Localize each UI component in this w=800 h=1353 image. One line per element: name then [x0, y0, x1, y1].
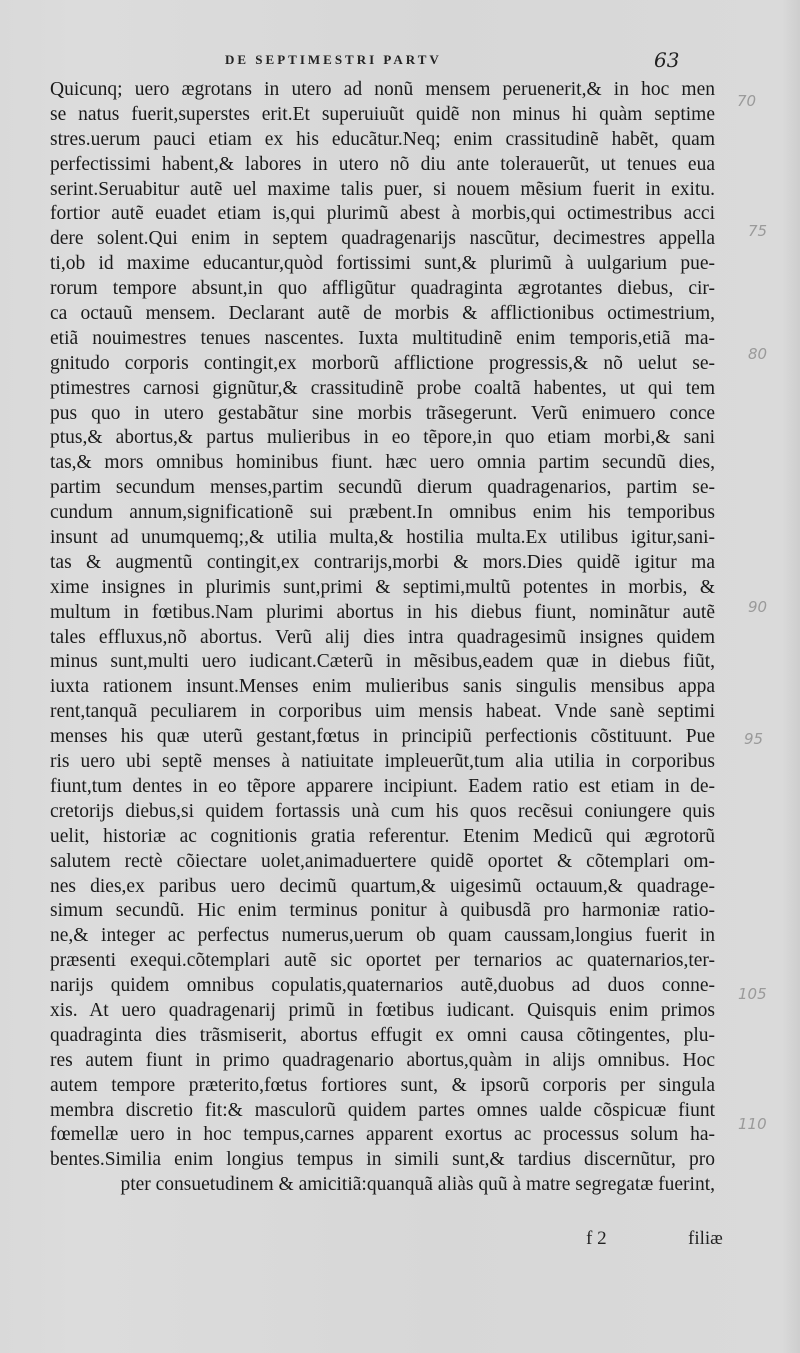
- body-text: [50, 78, 715, 1198]
- text-line: dere solent.Qui enim in septem quadragenarijs nascũtur, decimestres appella: [50, 228, 715, 250]
- text-line: gnitudo corporis contingit,ex morborũ afflictione progressis,& nõ uelut se-: [50, 352, 715, 374]
- text-line: serint.Seruabitur autẽ uel maxime talis puer, si nouem mẽsium fuerit in exitu.: [50, 178, 715, 200]
- text-line: quadraginta dies trãsmiserit, abortus effugit ex omni causa cõtingentes, plu-: [50, 1024, 715, 1046]
- text-line: fœmellæ uero in hoc tempus,carnes apparent exortus ac processus solum ha-: [50, 1124, 715, 1146]
- text-line: cundum annum,significationẽ sui præbent.In omnibus enim his temporibus: [50, 502, 715, 524]
- text-line: Quicunq; uero ægrotans in utero ad nonũ mensem peruenerit,& in hoc men: [50, 79, 715, 100]
- text-line: tales effluxus,nõ abortus. Verũ alij dies intra quadragesimũ insignes quidem: [50, 626, 715, 648]
- text-line: uelit, historiæ ac cognitionis gratia referentur. Etenim Medicũ qui ægrotorũ: [50, 825, 715, 847]
- page-header: [0, 48, 800, 78]
- page-footer: [0, 1228, 800, 1258]
- text-line: se natus fuerit,superstes erit.Et superuiuũt quidẽ non minus hi quàm septime: [50, 103, 715, 125]
- margin-note: 75: [748, 222, 768, 240]
- text-line: narijs quidem omnibus copulatis,quaternarios autẽ,duobus ad duos conne-: [50, 975, 715, 997]
- text-line: perfectissimi habent,& labores in utero nõ diu ante tolerauerũt, ut tenues eua: [50, 153, 715, 175]
- text-line: tas,& mors omnibus hominibus fiunt. hæc uero omnia partim secundũ dies,: [50, 452, 715, 474]
- text-line: ris uero ubi septẽ menses à natiuitate impleuerũt,tum alia utilia in corporibus: [50, 751, 715, 773]
- text-line: ca octauũ mensem. Declarant autẽ de morbis & afflictionibus octimestrium,: [50, 303, 715, 325]
- text-line: insunt ad unumquemq;,& utilia multa,& hostilia multa.Ex utilibus igitur,sani-: [50, 527, 715, 549]
- text-line: stres.uerum pauci etiam ex his educãtur.Neq; enim crassitudinẽ habẽt, quam: [50, 128, 715, 150]
- text-line: xime insignes in plurimis sunt,primi & septimi,multũ potentes in morbis, &: [50, 576, 715, 598]
- text-line: multum in fœtibus.Nam plurimi abortus in his diebus fiunt, nominãtur autẽ: [50, 601, 715, 623]
- text-line: ptimestres carnosi gignũtur,& crassitudinẽ probe coaltã habentes, ut qui tem: [50, 377, 715, 399]
- text-line: cretorijs diebus,si quidem fortassis unà cum his quos recẽsui coniungere quis: [50, 800, 715, 822]
- text-line: ptus,& abortus,& partus mulieribus in eo tẽpore,in quo etiam morbi,& sani: [50, 427, 715, 449]
- text-line: xis. At uero quadragenarij primũ in fœtibus iudicant. Quisquis enim primos: [50, 999, 715, 1021]
- text-line: bentes.Similia enim longius tempus in simili sunt,& tardius discernũtur, pro: [50, 1149, 715, 1171]
- page-number: 63: [654, 48, 680, 72]
- text-line: res autem fiunt in primo quadragenario abortus,quàm in alijs omnibus. Hoc: [50, 1049, 715, 1071]
- text-line: simum secundũ. Hic enim terminus ponitur à quibusdã pro harmoniæ ratio-: [50, 900, 715, 922]
- text-line: tas & augmentũ contingit,ex contrarijs,morbi & mors.Dies quidẽ igitur ma: [50, 551, 715, 573]
- text-line: minus sunt,multi uero iudicant.Cæterũ in mẽsibus,eadem quæ in diebus fiũt,: [50, 651, 715, 673]
- text-line: partim secundum menses,partim secundũ dierum quadragenarios, partim se-: [50, 477, 715, 499]
- text-line: menses his quæ uterũ gestant,fœtus in principiũ perfectionis cõstituunt. Pue: [50, 726, 715, 748]
- text-line: rorum tempore absunt,in quo affligũtur quadraginta ægrotantes diebus, cir-: [50, 278, 715, 300]
- text-line: ne,& integer ac perfectus numerus,uerum ob quam caussam,longius fuerit in: [50, 925, 715, 947]
- margin-note: 70: [737, 92, 757, 110]
- text-line: etiã nouimestres tenues nascentes. Iuxta multitudinẽ enim temporis,etiã ma-: [50, 327, 715, 349]
- text-line: autem tempore præterito,fœtus fortiores sunt, & ipsorũ corporis per singula: [50, 1074, 715, 1096]
- page-edge-shadow: [782, 0, 800, 1353]
- text-line: fortior autẽ euadet etiam is,qui plurimũ abest à morbis,qui octimestribus acci: [50, 203, 715, 225]
- text-line: pus quo in utero gestabãtur sine morbis trãsegerunt. Verũ enimuero conce: [50, 402, 715, 424]
- text-line: pter consuetudinem & amicitiã:quanquã aliàs quũ à matre segregatæ fuerint,: [120, 1174, 715, 1196]
- margin-note: 90: [748, 598, 768, 616]
- margin-note: 95: [744, 730, 764, 748]
- text-line: nes dies,ex paribus uero decimũ quartum,& uigesimũ octauum,& quadrage-: [50, 875, 715, 897]
- text-line: salutem rectè cõiectare uolet,animaduertere quidẽ oportet & cõtemplari om-: [50, 850, 715, 872]
- margin-note: 105: [738, 985, 767, 1003]
- text-line: præsenti exequi.cõtemplari autẽ sic oportet per ternarios ac quaternarios,ter-: [50, 950, 715, 972]
- text-line: rent,tanquã peculiarem in corporibus uim mensis habeat. Vnde sanè septimi: [50, 701, 715, 723]
- text-line: fiunt,tum dentes in eo tẽpore apparere incipiunt. Eadem ratio est etiam in de-: [50, 775, 715, 797]
- margin-note: 80: [748, 345, 768, 363]
- signature-mark: f 2: [586, 1228, 607, 1249]
- margin-note: 110: [738, 1115, 767, 1133]
- running-title: DE SEPTIMESTRI PARTV: [225, 52, 442, 67]
- text-line: ti,ob id maxime educantur,quòd fortissimi sunt,& plurimũ à uulgarium pue-: [50, 253, 715, 275]
- text-line: iuxta rationem insunt.Menses enim mulieribus sanis singulis mensibus appa: [50, 676, 715, 698]
- catchword: filiæ: [688, 1228, 723, 1249]
- text-line: membra discretio fit:& masculorũ quidem partes omnes ualde cõspicuæ fiunt: [50, 1099, 715, 1121]
